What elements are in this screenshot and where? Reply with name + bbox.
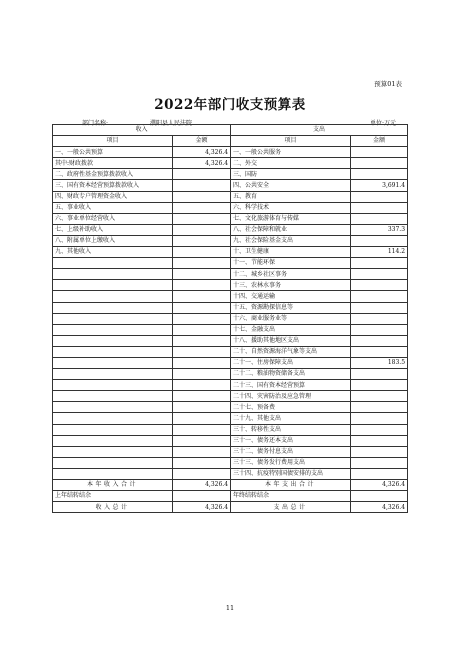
table-row	[53, 191, 408, 202]
expense-amount-cell	[351, 147, 408, 158]
carryover-label: 上年结转结余	[53, 491, 173, 502]
year-end-label: 年终结转结余	[231, 491, 351, 502]
income-amount-cell	[173, 169, 231, 180]
table-row	[53, 180, 408, 191]
expense-amount-cell	[351, 468, 408, 479]
expense-amount-cell	[351, 391, 408, 402]
table-row	[53, 202, 408, 213]
expense-item-cell: 二十一、住房保障支出	[231, 357, 351, 368]
table-row	[53, 213, 408, 224]
income-amount-cell	[173, 357, 231, 368]
income-total-amount: 4,326.4	[173, 502, 231, 513]
table-row	[53, 313, 408, 324]
income-amount-cell	[173, 346, 231, 357]
year-total-row	[53, 480, 408, 491]
income-item-cell	[53, 346, 173, 357]
expense-item-cell: 十八、援助其他地区支出	[231, 335, 351, 346]
expense-amount-cell	[351, 435, 408, 446]
income-item-cell	[53, 468, 173, 479]
income-amount-cell	[173, 424, 231, 435]
income-amount-cell	[173, 180, 231, 191]
section-header-row	[53, 125, 408, 136]
income-item-cell	[53, 413, 173, 424]
expense-item-cell: 九、社会保险基金支出	[231, 235, 351, 246]
expense-amount-cell	[351, 235, 408, 246]
income-amount-cell	[173, 380, 231, 391]
income-item-cell	[53, 291, 173, 302]
income-amount-cell	[173, 269, 231, 280]
income-item-cell	[53, 391, 173, 402]
income-item-cell	[53, 380, 173, 391]
expense-amount-cell	[351, 335, 408, 346]
expense-item-cell: 二十、自然资源海洋气象等支出	[231, 346, 351, 357]
expense-item-cell: 三十二、债务付息支出	[231, 446, 351, 457]
expense-item-cell: 六、科学技术	[231, 202, 351, 213]
income-item-cell	[53, 457, 173, 468]
income-item-cell	[53, 280, 173, 291]
expense-amount-header: 金额	[351, 136, 408, 147]
table-row	[53, 424, 408, 435]
expense-amount-cell	[351, 457, 408, 468]
table-row	[53, 269, 408, 280]
expense-amount-cell	[351, 269, 408, 280]
expense-item-cell: 十一、节能环保	[231, 258, 351, 269]
income-amount-header: 金额	[173, 136, 231, 147]
income-item-cell	[53, 435, 173, 446]
expense-amount-cell	[351, 424, 408, 435]
expense-item-cell: 三十一、债务还本支出	[231, 435, 351, 446]
income-item-cell: 九、其他收入	[53, 247, 173, 258]
expense-amount-cell	[351, 191, 408, 202]
carryover-amount	[173, 491, 231, 502]
table-row	[53, 224, 408, 235]
table-row	[53, 357, 408, 368]
table-body	[53, 147, 408, 480]
income-amount-cell	[173, 468, 231, 479]
expense-amount-cell: 337.3	[351, 224, 408, 235]
income-total-label: 收入总计	[53, 502, 173, 513]
expense-amount-cell	[351, 313, 408, 324]
income-amount-cell	[173, 191, 231, 202]
expense-amount-cell	[351, 302, 408, 313]
expense-amount-cell: 114.2	[351, 247, 408, 258]
income-amount-cell	[173, 258, 231, 269]
expense-item-cell: 三十四、抗疫特别国债安排的支出	[231, 468, 351, 479]
income-item-header: 项目	[53, 136, 173, 147]
income-amount-cell	[173, 247, 231, 258]
expense-amount-cell	[351, 169, 408, 180]
expense-item-cell: 四、公共安全	[231, 180, 351, 191]
expense-item-cell: 七、文化旅游体育与传媒	[231, 213, 351, 224]
income-amount-cell	[173, 457, 231, 468]
expense-item-cell: 十七、金融支出	[231, 324, 351, 335]
table-row	[53, 369, 408, 380]
dept-label: 部门名称:	[82, 120, 109, 127]
expense-item-cell: 八、社会保障和就业	[231, 224, 351, 235]
expense-item-cell: 五、教育	[231, 191, 351, 202]
income-item-cell: 四、财政专户管理资金收入	[53, 191, 173, 202]
expense-item-cell: 三十、转移性支出	[231, 424, 351, 435]
income-item-cell: 一、一般公共预算	[53, 147, 173, 158]
income-item-cell	[53, 369, 173, 380]
table-row	[53, 402, 408, 413]
expense-amount-cell	[351, 213, 408, 224]
expense-item-cell: 三、国防	[231, 169, 351, 180]
page-title: 2022年部门收支预算表	[154, 97, 306, 113]
expense-amount-cell	[351, 202, 408, 213]
income-item-cell: 六、事业单位经营收入	[53, 213, 173, 224]
table-row	[53, 335, 408, 346]
budget-table	[52, 124, 408, 513]
table-row	[53, 435, 408, 446]
expense-item-cell: 十四、交通运输	[231, 291, 351, 302]
income-amount-cell	[173, 369, 231, 380]
table-row	[53, 247, 408, 258]
income-amount-cell	[173, 402, 231, 413]
expense-item-cell: 十六、商业服务业等	[231, 313, 351, 324]
page-number: 11	[225, 604, 235, 612]
expense-amount-cell	[351, 346, 408, 357]
carryover-row	[53, 491, 408, 502]
income-amount-cell	[173, 235, 231, 246]
income-amount-cell	[173, 413, 231, 424]
table-row	[53, 457, 408, 468]
expense-amount-cell	[351, 402, 408, 413]
expense-amount-cell: 183.5	[351, 357, 408, 368]
expense-section-header: 支出	[231, 125, 408, 136]
income-amount-cell	[173, 280, 231, 291]
expense-item-cell: 十五、资源勘探信息等	[231, 302, 351, 313]
expense-amount-cell	[351, 380, 408, 391]
table-row	[53, 468, 408, 479]
income-item-cell: 三、国有资本经营预算拨款收入	[53, 180, 173, 191]
grand-total-row	[53, 502, 408, 513]
income-item-cell	[53, 424, 173, 435]
income-item-cell	[53, 324, 173, 335]
table-row	[53, 147, 408, 158]
year-income-amount: 4,326.4	[173, 480, 231, 491]
column-header-row	[53, 136, 408, 147]
expense-amount-cell	[351, 258, 408, 269]
expense-item-cell: 二十九、其他支出	[231, 413, 351, 424]
income-item-cell: 五、事业收入	[53, 202, 173, 213]
expense-item-cell: 二十四、灾害防治及应急管理	[231, 391, 351, 402]
income-item-cell	[53, 446, 173, 457]
table-row	[53, 169, 408, 180]
income-item-cell	[53, 313, 173, 324]
expense-item-cell: 二十二、粮油物资储备支出	[231, 369, 351, 380]
year-expense-label: 本年支出合计	[231, 480, 351, 491]
income-amount-cell	[173, 302, 231, 313]
income-item-cell	[53, 302, 173, 313]
table-row	[53, 258, 408, 269]
year-expense-amount: 4,326.4	[351, 480, 408, 491]
expense-amount-cell	[351, 446, 408, 457]
expense-amount-cell	[351, 158, 408, 169]
table-row	[53, 302, 408, 313]
income-item-cell	[53, 335, 173, 346]
table-row	[53, 413, 408, 424]
income-amount-cell	[173, 313, 231, 324]
income-amount-cell	[173, 213, 231, 224]
income-item-cell: 八、附属单位上缴收入	[53, 235, 173, 246]
income-item-cell	[53, 269, 173, 280]
expense-item-cell: 二十三、国有资本经营预算	[231, 380, 351, 391]
expense-amount-cell	[351, 291, 408, 302]
income-amount-cell	[173, 224, 231, 235]
income-amount-cell	[173, 435, 231, 446]
year-end-amount	[351, 491, 408, 502]
income-amount-cell	[173, 291, 231, 302]
income-amount-cell: 4,326.4	[173, 158, 231, 169]
income-amount-cell	[173, 335, 231, 346]
expense-total-amount: 4,326.4	[351, 502, 408, 513]
expense-item-cell: 二十七、预备费	[231, 402, 351, 413]
income-item-cell	[53, 258, 173, 269]
expense-item-cell: 二、外交	[231, 158, 351, 169]
expense-item-cell: 三十三、债务发行费用支出	[231, 457, 351, 468]
table-row	[53, 380, 408, 391]
expense-total-label: 支出总计	[231, 502, 351, 513]
table-row	[53, 346, 408, 357]
expense-amount-cell	[351, 324, 408, 335]
expense-item-cell: 十三、农林水事务	[231, 280, 351, 291]
expense-item-cell: 十、卫生健康	[231, 247, 351, 258]
income-amount-cell	[173, 446, 231, 457]
income-item-cell	[53, 402, 173, 413]
expense-item-header: 项目	[231, 136, 351, 147]
income-item-cell	[53, 357, 173, 368]
unit-label: 单位:万元	[370, 120, 397, 127]
expense-amount-cell: 3,691.4	[351, 180, 408, 191]
table-row	[53, 280, 408, 291]
income-item-cell: 二、政府性基金预算拨款收入	[53, 169, 173, 180]
income-amount-cell	[173, 324, 231, 335]
year-income-label: 本年收入合计	[53, 480, 173, 491]
income-amount-cell: 4,326.4	[173, 147, 231, 158]
expense-item-cell: 十二、城乡社区事务	[231, 269, 351, 280]
expense-amount-cell	[351, 280, 408, 291]
expense-amount-cell	[351, 413, 408, 424]
table-row	[53, 291, 408, 302]
table-row	[53, 324, 408, 335]
expense-item-cell: 一、一般公共服务	[231, 147, 351, 158]
income-amount-cell	[173, 391, 231, 402]
table-row	[53, 235, 408, 246]
form-code: 预算01表	[374, 80, 402, 88]
table-row	[53, 391, 408, 402]
table-row	[53, 158, 408, 169]
income-section-header: 收入	[53, 125, 231, 136]
income-item-cell: 其中:财政拨款	[53, 158, 173, 169]
income-item-cell: 七、上级补助收入	[53, 224, 173, 235]
income-amount-cell	[173, 202, 231, 213]
table-row	[53, 446, 408, 457]
dept-name: 濮阳县人民法院	[150, 120, 193, 127]
expense-amount-cell	[351, 369, 408, 380]
